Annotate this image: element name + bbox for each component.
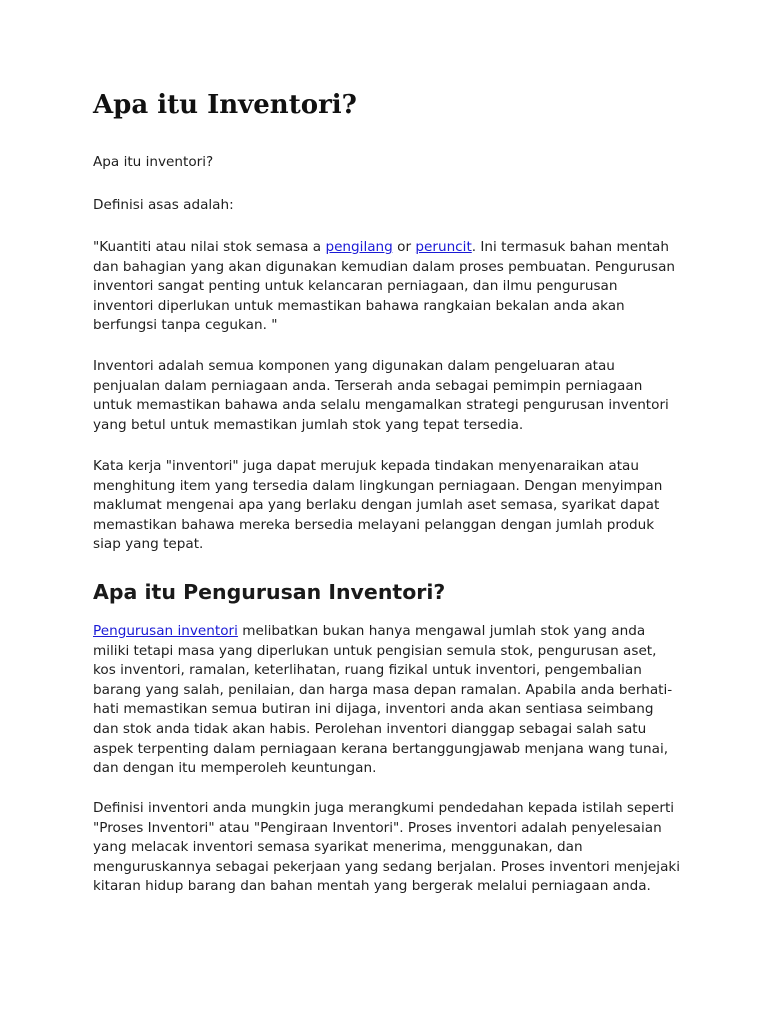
definition-label [93,196,234,216]
paragraph-inventory-management [93,622,672,779]
text-line: kitaran hidup barang dan bahan mentah yang bergerak melalui perniagaan anda. [93,878,651,895]
page-title: Apa itu Inventori? [93,90,357,120]
text-line: inventori sangat penting untuk kelancaran perniagaan, dan ilmu pengurusan [93,278,618,295]
text-line [93,238,675,258]
text-line: "Proses Inventori" atau "Pengiraan Inventori". Proses inventori adalah penyelesaian [93,819,662,836]
paragraph-inventory-definition [93,357,669,435]
text-line: yang melacak inventori semasa syarikat menerima, menggunakan, dan [93,839,583,856]
text-line: miliki tetapi masa yang diperlukan untuk pengisian semula stok, pengurusan aset, [93,642,657,659]
text-line: Inventori adalah semua komponen yang digunakan dalam pengeluaran atau [93,358,615,374]
text-line: aspek terpenting dalam perniagaan kerana bertanggungjawab menjana wang tunai, [93,740,669,757]
text-line: dan stok anda tidak akan habis. Perolehan inventori dianggap sebagai salah satu [93,720,647,737]
text-line: Definisi inventori anda mungkin juga merangkumi pendedahan kepada istilah seperti [93,800,675,816]
text-line: penjualan dalam perniagaan anda. Terserah anda sebagai pemimpin perniagaan [93,377,643,394]
text-line: menguruskannya sebagai pekerjaan yang sedang berjalan. Proses inventori menjejaki [93,858,681,875]
text-fragment: or [392,239,416,255]
text-line: Definisi asas adalah: [93,197,234,213]
intro-question [93,153,213,173]
text-line: yang betul untuk memastikan jumlah stok yang tepat tersedia. [93,416,524,433]
paragraph-inventory-process [93,799,680,897]
text-line: memastikan bahawa mereka bersedia melayani pelanggan dengan jumlah produk [93,516,655,533]
text-fragment: melibatkan bukan hanya mengawal jumlah stok yang anda [237,623,646,639]
text-line: Kata kerja "inventori" juga dapat merujuk kepada tindakan menyenaraikan atau [93,458,639,474]
link-pengilang[interactable]: pengilang [325,239,393,255]
paragraph-verb-inventory [93,457,662,555]
text-line: untuk memastikan bahawa anda selalu mengamalkan strategi pengurusan inventori [93,397,669,414]
text-line: dan dengan itu memperoleh keuntungan. [93,760,377,777]
text-line: berfungsi tanpa cegukan. " [93,317,278,334]
text-line: Apa itu inventori? [93,154,214,170]
text-line: barang yang salah, penilaian, dan harga masa depan ramalan. Apabila anda berhati- [93,681,673,698]
link-pengurusan-inventori[interactable]: Pengurusan inventori [93,623,238,639]
text-line: maklumat mengenai apa yang berlaku dengan jumlah aset semasa, syarikat dapat [93,497,660,514]
text-line: menghitung item yang tersedia dalam lingkungan perniagaan. Dengan menyimpan [93,477,663,494]
text-fragment: . Ini termasuk bahan mentah [471,239,669,255]
text-line [93,622,672,642]
section-heading: Apa itu Pengurusan Inventori? [93,580,446,604]
text-line: dan bahagian yang akan digunakan kemudian dalam proses pembuatan. Pengurusan [93,258,676,275]
text-line: siap yang tepat. [93,536,204,553]
definition-quote [93,238,675,336]
text-line: hati memastikan semua butiran ini dijaga, inventori anda akan sentiasa seimbang [93,701,654,718]
text-line: inventori diperlukan untuk memastikan bahawa rangkaian bekalan anda akan [93,297,625,314]
text-fragment: "Kuantiti atau nilai stok semasa a [93,239,326,255]
link-peruncit[interactable]: peruncit [415,239,472,255]
text-line: kos inventori, ramalan, keterlihatan, ruang fizikal untuk inventori, pengembalian [93,662,642,679]
